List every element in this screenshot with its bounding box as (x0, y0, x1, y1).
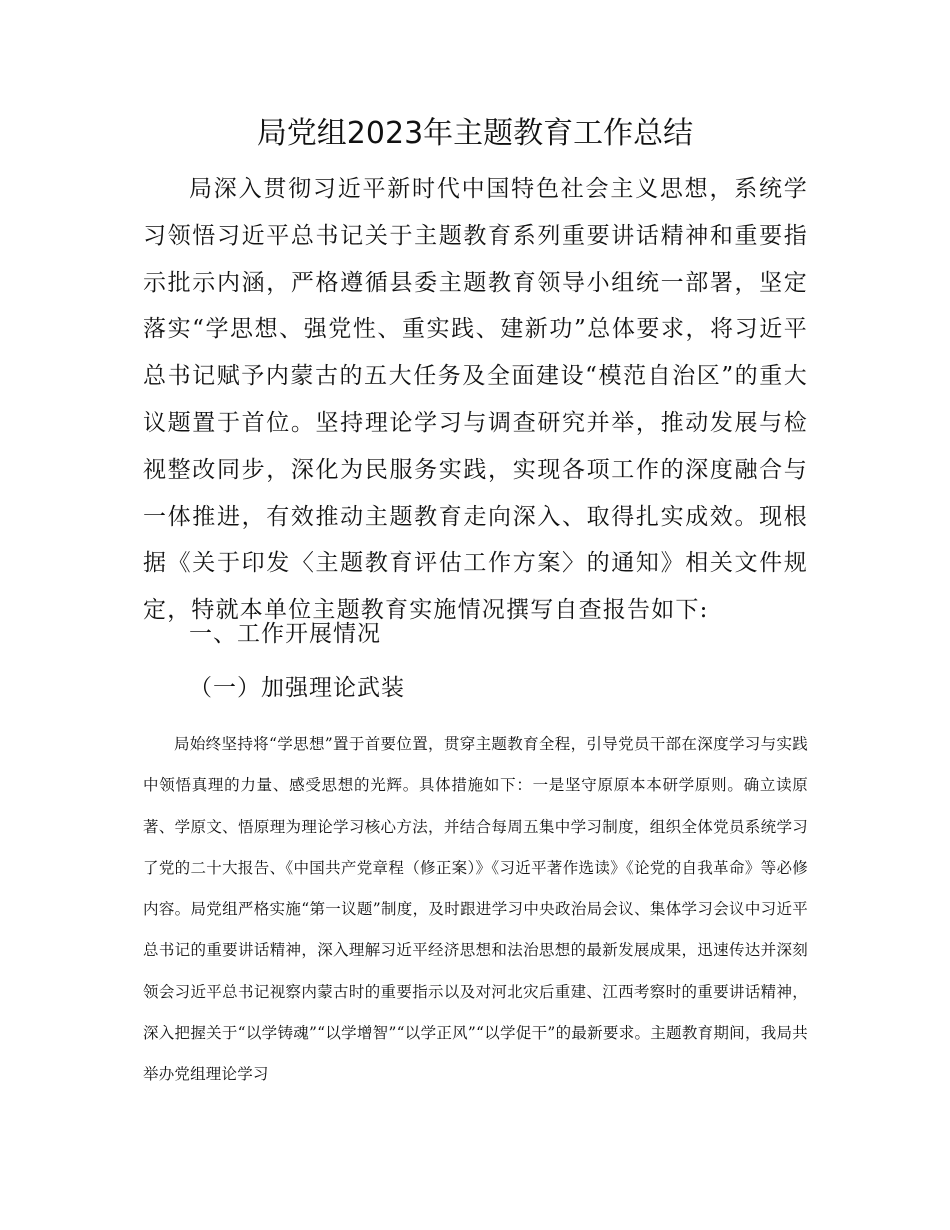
intro-paragraph: 局深入贯彻习近平新时代中国特色社会主义思想，系统学习领悟习近平总书记关于主题教育系列重要讲话精神和重要指示批示内涵，严格遵循县委主题教育领导小组统一部署，坚定落实“学思想、强党性、重实践、建新功”总体要求，将习近平总书记赋予内蒙古的五大任务及全面建设“模范自治区”的重大议题置于首位。坚持理论学习与调查研究并举，推动发展与检视整改同步，深化为民服务实践，实现各项工作的深度融合与一体推进，有效推动主题教育走向深入、取得扎实成效。现根据《关于印发〈主题教育评估工作方案〉的通知》相关文件规定，特就本单位主题教育实施情况撰写自查报告如下: (143, 176, 808, 624)
section-heading: 一、工作开展情况 (189, 621, 381, 647)
subsection-heading: （一）加强理论武装 (189, 675, 405, 701)
document-title: 局党组2023年主题教育工作总结 (256, 116, 694, 151)
body-paragraph: 局始终坚持将“学思想”置于首要位置，贯穿主题教育全程，引导党员干部在深度学习与实践中领悟真理的力量、感受思想的光辉。具体措施如下：一是坚守原原本本研学原则。确立读原著、学原文、悟原理为理论学习核心方法，并结合每周五集中学习制度，组织全体党员系统学习了党的二十大报告、《中国共产党章程（修正案）》《习近平著作选读》《论党的自我革命》等必修内容。局党组严格实施“第一议题”制度，及时跟进学习中央政治局会议、集体学习会议中习近平总书记的重要讲话精神，深入理解习近平经济思想和法治思想的最新发展成果，迅速传达并深刻领会习近平总书记视察内蒙古时的重要指示以及对河北灾后重建、江西考察时的重要讲话精神，深入把握关于“以学铸魂”“以学增智”“以学正风”“以学促干”的最新要求。主题教育期间，我局共举办党组理论学习 (143, 735, 808, 1084)
